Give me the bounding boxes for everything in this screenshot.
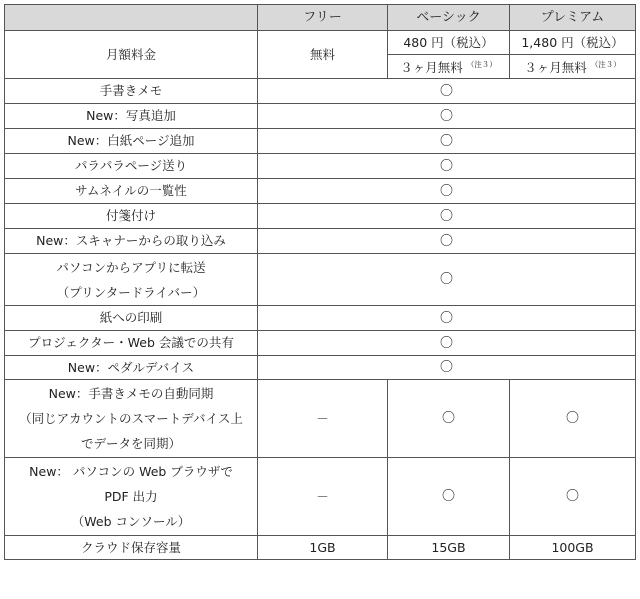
- note-marker: （注３）: [466, 59, 497, 69]
- feature-row: [5, 104, 636, 129]
- feature-availability: [258, 104, 636, 129]
- circle-mark-icon: 〇: [441, 489, 455, 504]
- paid-feature-row: [5, 458, 636, 536]
- feature-row: [5, 129, 636, 154]
- monthly-fee-row-price: [5, 31, 636, 55]
- feature-availability: [258, 254, 636, 306]
- paid-feature-label: [5, 458, 258, 536]
- paid-feature-free: －: [258, 458, 388, 536]
- feature-label: 付箋付け: [5, 204, 258, 229]
- feature-label: New：写真追加: [5, 104, 258, 129]
- feature-row: [5, 79, 636, 104]
- header-basic: ベーシック: [388, 5, 510, 31]
- paid-feature-basic: [388, 458, 510, 536]
- circle-mark-icon: 〇: [439, 183, 453, 199]
- feature-row: [5, 331, 636, 356]
- circle-mark-icon: 〇: [439, 83, 453, 99]
- circle-mark-icon: 〇: [439, 158, 453, 174]
- feature-row: [5, 204, 636, 229]
- circle-mark-icon: 〇: [565, 411, 579, 426]
- circle-mark-icon: 〇: [439, 310, 453, 326]
- paid-feature-premium: [510, 458, 636, 536]
- paid-feature-free: －: [258, 380, 388, 458]
- circle-mark-icon: 〇: [439, 272, 453, 287]
- circle-mark-icon: 〇: [439, 233, 453, 249]
- feature-label: New：白紙ページ追加: [5, 129, 258, 154]
- note-marker: （注３）: [590, 59, 621, 69]
- storage-premium: 100GB: [510, 536, 636, 560]
- feature-row: [5, 254, 636, 306]
- monthly-fee-premium-price: 1,480 円（税込）: [510, 31, 636, 55]
- circle-mark-icon: 〇: [439, 360, 453, 375]
- feature-row: [5, 229, 636, 254]
- monthly-fee-free: 無料: [258, 31, 388, 79]
- monthly-fee-premium-trial: ３ヶ月無料: [524, 60, 587, 76]
- feature-availability: [258, 179, 636, 204]
- circle-mark-icon: 〇: [441, 411, 455, 426]
- feature-label-line: PDF 出力: [104, 489, 158, 504]
- feature-label-line: （Web コンソール）: [71, 514, 191, 529]
- circle-mark-icon: 〇: [439, 133, 453, 149]
- feature-label: New：ペダルデバイス: [5, 356, 258, 380]
- paid-feature-basic: [388, 380, 510, 458]
- feature-availability: [258, 356, 636, 380]
- feature-label-line: New： パソコンの Web ブラウザで: [29, 464, 233, 479]
- circle-mark-icon: 〇: [565, 489, 579, 504]
- header-free: フリー: [258, 5, 388, 31]
- feature-row: [5, 154, 636, 179]
- feature-label: パラパラページ送り: [5, 154, 258, 179]
- feature-availability: [258, 204, 636, 229]
- feature-label-line: でデータを同期）: [80, 436, 181, 451]
- feature-label: 手書きメモ: [5, 79, 258, 104]
- monthly-fee-basic-trial-cell: [388, 55, 510, 79]
- feature-availability: [258, 229, 636, 254]
- feature-row: [5, 306, 636, 331]
- feature-label: 紙への印刷: [5, 306, 258, 331]
- storage-free: 1GB: [258, 536, 388, 560]
- monthly-fee-premium-trial-cell: [510, 55, 636, 79]
- feature-label: [5, 254, 258, 306]
- feature-label-line: パソコンからアプリに転送: [56, 259, 206, 275]
- feature-label: プロジェクター・Web 会議での共有: [5, 331, 258, 356]
- storage-label: クラウド保存容量: [5, 536, 258, 560]
- plan-comparison-table: [4, 4, 636, 560]
- monthly-fee-basic-trial: ３ヶ月無料: [400, 60, 463, 76]
- paid-feature-row: [5, 380, 636, 458]
- feature-label: サムネイルの一覧性: [5, 179, 258, 204]
- monthly-fee-label: 月額料金: [5, 31, 258, 79]
- feature-row: [5, 179, 636, 204]
- circle-mark-icon: 〇: [439, 335, 453, 351]
- header-empty-cell: [5, 5, 258, 31]
- storage-row: [5, 536, 636, 560]
- header-premium: プレミアム: [510, 5, 636, 31]
- monthly-fee-basic-price: 480 円（税込）: [388, 31, 510, 55]
- feature-label-line: （プリンタードライバー）: [56, 284, 206, 300]
- feature-availability: [258, 79, 636, 104]
- feature-availability: [258, 306, 636, 331]
- circle-mark-icon: 〇: [439, 108, 453, 124]
- feature-availability: [258, 154, 636, 179]
- feature-availability: [258, 129, 636, 154]
- paid-feature-premium: [510, 380, 636, 458]
- storage-basic: 15GB: [388, 536, 510, 560]
- feature-label-line: （同じアカウントのスマートデバイス上: [19, 411, 243, 426]
- feature-availability: [258, 331, 636, 356]
- feature-row: [5, 356, 636, 380]
- feature-label: New：スキャナーからの取り込み: [5, 229, 258, 254]
- circle-mark-icon: 〇: [439, 208, 453, 224]
- paid-feature-label: [5, 380, 258, 458]
- feature-label-line: New：手書きメモの自動同期: [48, 386, 214, 401]
- header-row: [5, 5, 636, 31]
